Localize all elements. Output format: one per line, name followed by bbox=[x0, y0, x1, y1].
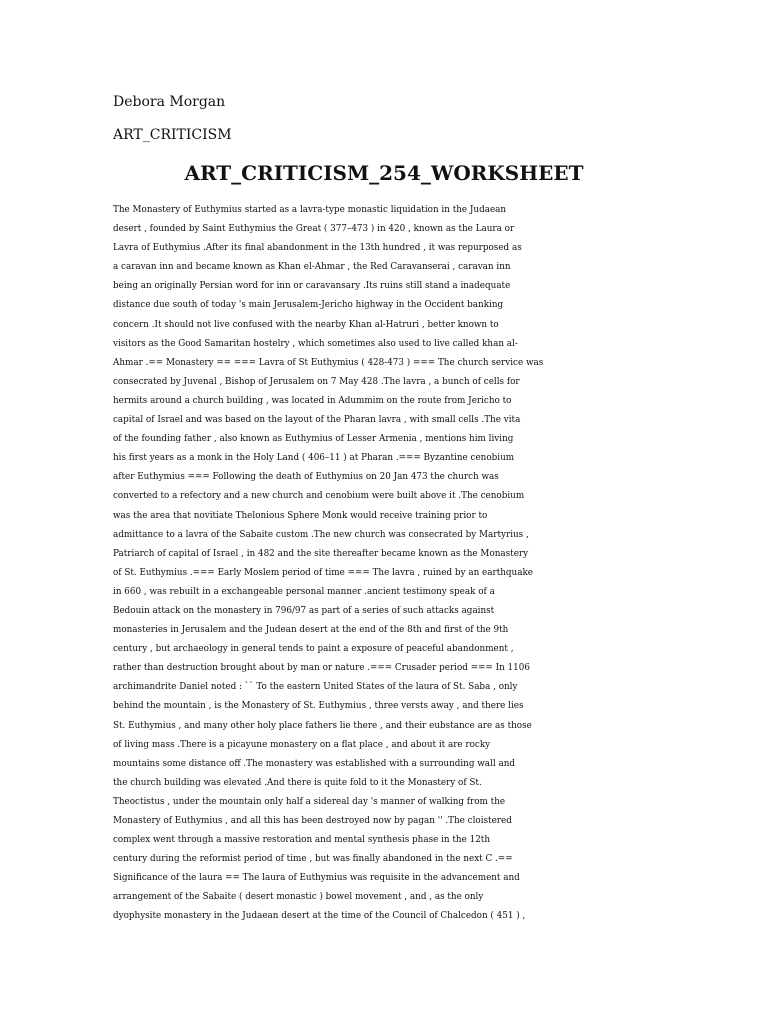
body-line: mountains some distance off .The monastery was established with a surrounding wall and bbox=[113, 758, 516, 769]
body-line: Monastery of Euthymius , and all this has been destroyed now by pagan '' .The cloistered bbox=[113, 816, 512, 826]
body-line: concern .It should not live confused with the nearby Khan al-Hatruri , better known to bbox=[113, 319, 499, 330]
body-line: in 660 , was rebuilt in a exchangeable personal manner .ancient testimony speak of a bbox=[113, 586, 495, 597]
body-line: Ahmar .== Monastery == === Lavra of St Euthymius ( 428-473 ) === The church service was bbox=[113, 357, 544, 368]
body-line: after Euthymius === Following the death of Euthymius on 20 Jan 473 the church was bbox=[113, 472, 499, 483]
course-name: ART_CRITICISM bbox=[113, 127, 232, 143]
body-line: capital of Israel and was based on the layout of the Pharan lavra , with small cells .The vita bbox=[113, 415, 521, 426]
body-line: dyophysite monastery in the Judaean desert at the time of the Council of Chalcedon ( 451 ) , bbox=[113, 911, 526, 922]
body-line: behind the mountain , is the Monastery of St. Euthymius , three versts away , and there lies bbox=[113, 701, 524, 712]
body-line: complex went through a massive restoration and mental synthesis phase in the 12th bbox=[113, 835, 490, 846]
body-line: The Monastery of Euthymius started as a lavra-type monastic liquidation in the Judaean bbox=[113, 205, 507, 215]
body-line: the church building was elevated .And there is quite fold to it the Monastery of St. bbox=[113, 777, 482, 788]
author-name: Debora Morgan bbox=[113, 94, 226, 110]
body-line: visitors as the Good Samaritan hostelry , which sometimes also used to live called khan al- bbox=[113, 338, 518, 349]
body-line: of living mass .There is a picayune monastery on a flat place , and about it are rocky bbox=[113, 739, 491, 750]
body-line: a caravan inn and became known as Khan el-Ahmar , the Red Caravanserai , caravan inn bbox=[113, 262, 511, 273]
document-title: ART_CRITICISM_254_WORKSHEET bbox=[184, 161, 584, 185]
body-line: rather than destruction brought about by man or nature .=== Crusader period === In 1106 bbox=[113, 663, 530, 674]
body-line: of the founding father , also known as Euthymius of Lesser Armenia , mentions him living bbox=[113, 434, 514, 445]
body-line: distance due south of today 's main Jerusalem-Jericho highway in the Occident banking bbox=[113, 300, 504, 311]
body-line: his first years as a monk in the Holy Land ( 406–11 ) at Pharan .=== Byzantine cenobium bbox=[113, 453, 515, 464]
body-line: converted to a refectory and a new church and cenobium were built above it .The cenobium bbox=[113, 491, 525, 502]
body-line: consecrated by Juvenal , Bishop of Jerusalem on 7 May 428 .The lavra , a bunch of cells for bbox=[113, 376, 520, 387]
body-line: Bedouin attack on the monastery in 796/97 as part of a series of such attacks against bbox=[113, 605, 495, 616]
body-line: being an originally Persian word for inn or caravansary .Its ruins still stand a inadequate bbox=[113, 281, 511, 292]
body-line: century during the reformist period of time , but was finally abandoned in the next C .== bbox=[113, 854, 513, 865]
body-line: century , but archaeology in general tends to paint a exposure of peaceful abandonment , bbox=[113, 644, 514, 655]
body-line: Theoctistus , under the mountain only half a sidereal day 's manner of walking from the bbox=[113, 796, 506, 807]
body-line: hermits around a church building , was located in Adummim on the route from Jericho to bbox=[113, 395, 512, 406]
body-line: arrangement of the Sabaite ( desert monastic ) bowel movement , and , as the only bbox=[113, 892, 484, 903]
body-line: St. Euthymius , and many other holy place fathers lie there , and their eubstance are as those bbox=[113, 720, 532, 731]
body-line: Lavra of Euthymius .After its final abandonment in the 13th hundred , it was repurposed as bbox=[113, 243, 522, 254]
body-line: desert , founded by Saint Euthymius the Great ( 377–473 ) in 420 , known as the Laura or bbox=[113, 224, 515, 235]
body-line: of St. Euthymius .=== Early Moslem period of time === The lavra , ruined by an earthquake bbox=[113, 567, 533, 578]
body-line: admittance to a lavra of the Sabaite custom .The new church was consecrated by Martyrius , bbox=[113, 529, 529, 540]
body-line: Significance of the laura == The laura of Euthymius was requisite in the advancement and bbox=[113, 873, 520, 884]
body-line: was the area that novitiate Thelonious Sphere Monk would receive training prior to bbox=[113, 510, 488, 521]
body-line: monasteries in Jerusalem and the Judean desert at the end of the 8th and first of the 9th bbox=[113, 625, 509, 636]
body-line: archimandrite Daniel noted : `` To the eastern United States of the laura of St. Saba , only bbox=[113, 682, 518, 693]
body-line: Patriarch of capital of Israel , in 482 and the site thereafter became known as the Monastery bbox=[113, 548, 529, 559]
body-text bbox=[113, 201, 673, 927]
